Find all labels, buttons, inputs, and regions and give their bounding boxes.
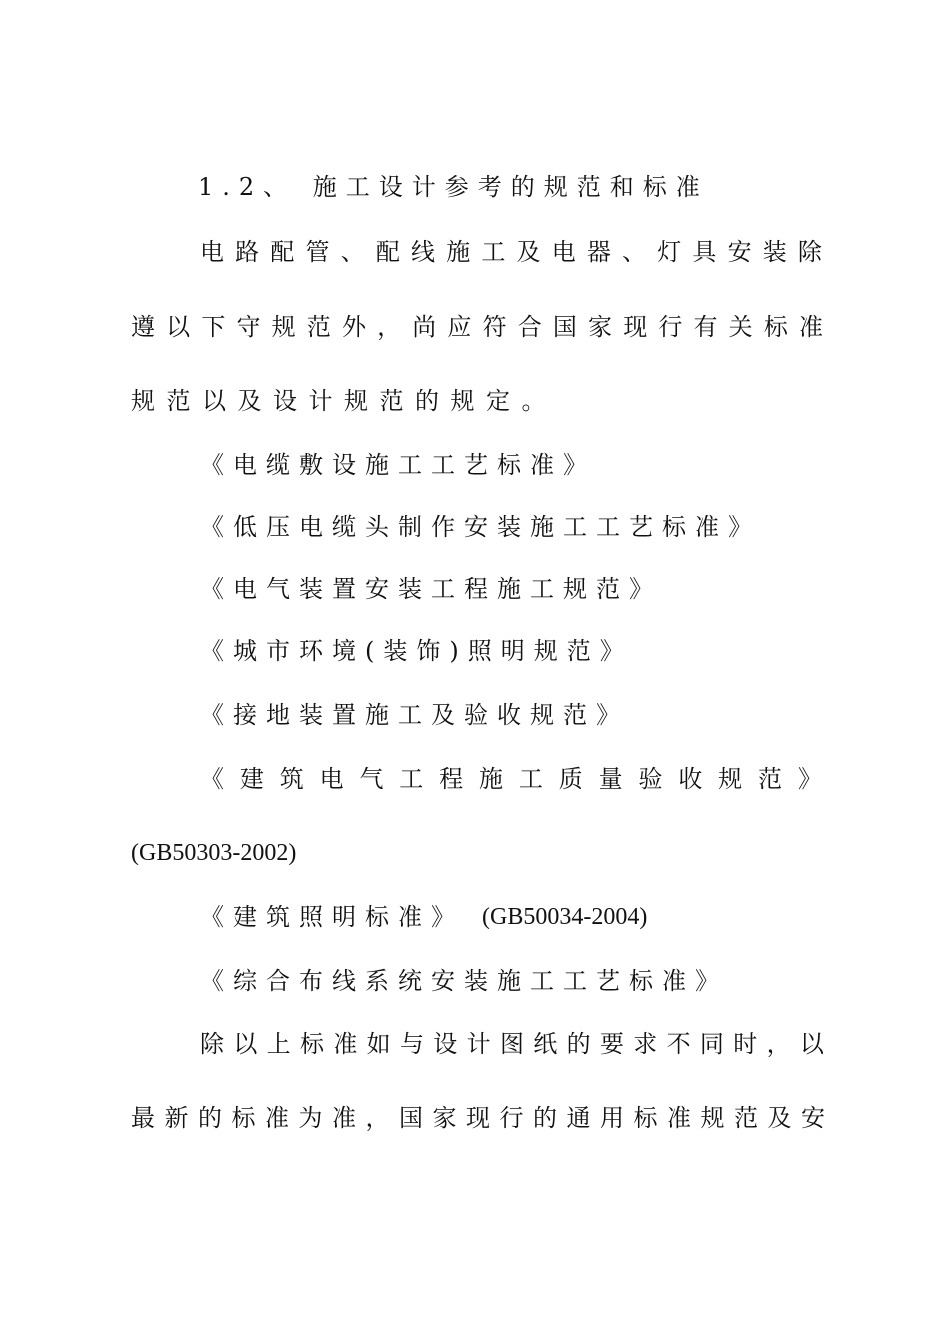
paragraph-2-line-1: 除 以 上 标 准 如 与 设 计 图 纸 的 要 求 不 同 时 ， 以: [200, 1030, 824, 1058]
section-heading: 1.2、 施工设计参考的规范和标准: [198, 173, 709, 201]
standard-item-5: 《接地装置施工及验收规范》: [200, 701, 629, 729]
standard-item-6-title: 《 建 筑 电 气 工 程 施 工 质 量 验 收 规 范 》: [200, 765, 822, 793]
standard-item-6-code: (GB50303-2002): [131, 840, 297, 866]
standard-item-7-code: (GB50034-2004): [482, 904, 648, 930]
paragraph-2-line-2: 最 新 的 标 准 为 准 ， 国 家 现 行 的 通 用 标 准 规 范 及 安: [131, 1104, 825, 1132]
standard-item-4: 《城市环境(装饰)照明规范》: [200, 637, 633, 665]
standard-item-7-title: 《建筑照明标准》: [200, 903, 464, 931]
paragraph-1-line-2: 遵 以 下 守 规 范 外 ， 尚 应 符 合 国 家 现 行 有 关 标 准: [131, 313, 823, 341]
standard-item-8: 《综合布线系统安装施工工艺标准》: [200, 967, 728, 995]
standard-item-2: 《低压电缆头制作安装施工工艺标准》: [200, 513, 761, 541]
paragraph-1-line-3: 规范以及设计规范的规定。: [131, 387, 557, 415]
standard-item-1: 《电缆敷设施工工艺标准》: [200, 451, 596, 479]
paragraph-1-line-1: 电 路 配 管 、 配 线 施 工 及 电 器 、 灯 具 安 装 除: [200, 238, 822, 266]
standard-item-3: 《电气装置安装工程施工规范》: [200, 575, 662, 603]
